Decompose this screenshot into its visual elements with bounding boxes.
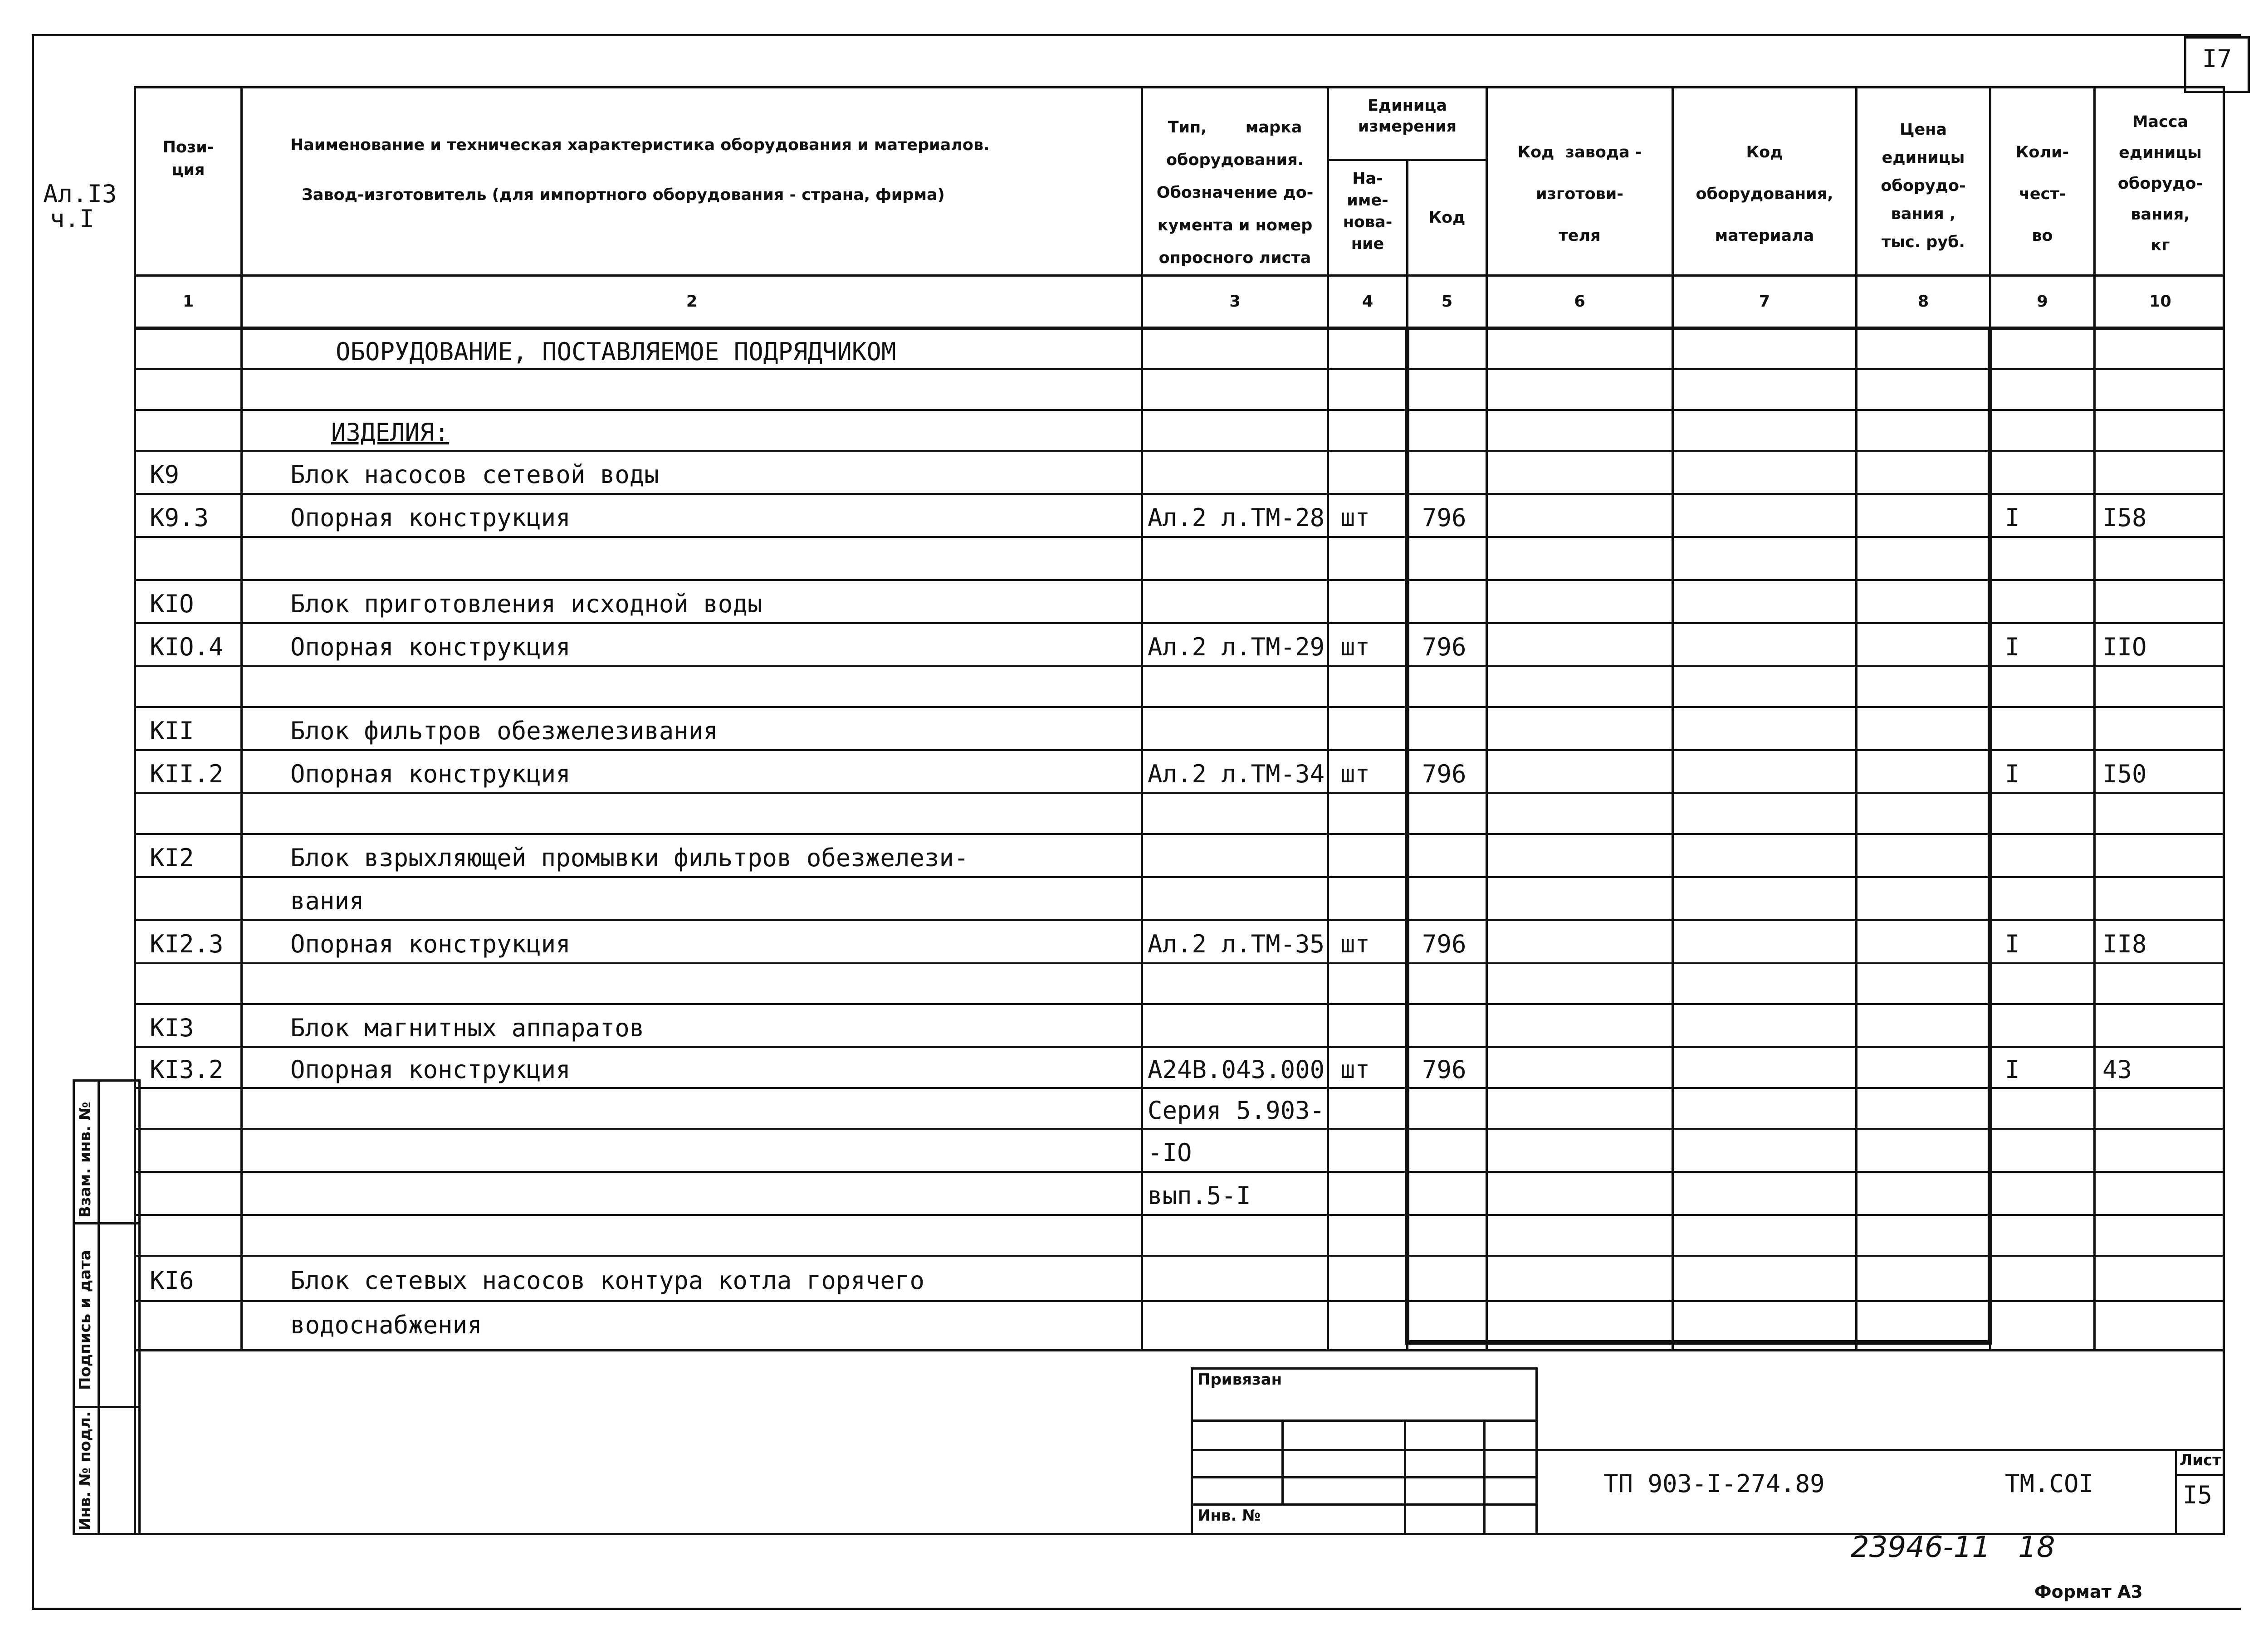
- cell-name: ИЗДЕЛИЯ:: [331, 418, 450, 447]
- side-stamp-div2: [73, 1406, 141, 1408]
- row-divider: [134, 792, 2225, 794]
- cell-code: 796: [1422, 759, 1466, 788]
- cell-name: Блок приготовления исходной воды: [290, 589, 763, 618]
- header-col2-line2: Завод-изготовитель (для импортного оборудования - страна, фирма): [302, 186, 945, 204]
- header-col5: Код: [1428, 209, 1466, 227]
- doc-code: ТП 903-I-274.89: [1603, 1469, 1825, 1498]
- cell-pos: КI3.2: [150, 1055, 224, 1084]
- col-number-2: 2: [686, 293, 698, 311]
- cell-pos: КII.2: [150, 759, 224, 788]
- sheet-box-left: [2175, 1449, 2177, 1535]
- row-divider: [134, 409, 2225, 411]
- sheet-label: Лист: [2180, 1451, 2221, 1469]
- cell-type: Ал.2 л.ТМ-35: [1148, 929, 1325, 958]
- side-stamp-podpis: Подпись и дата: [76, 1250, 94, 1390]
- side-stamp-inv-podl: Инв. № подл.: [76, 1411, 94, 1531]
- album-ref-line2: ч.I: [50, 205, 94, 233]
- cell-type: Ал.2 л.ТМ-34: [1148, 759, 1325, 788]
- row-divider: [134, 622, 2225, 624]
- row-divider: [134, 1214, 2225, 1216]
- col-number-9: 9: [2037, 293, 2048, 311]
- outer-left-border: [32, 34, 34, 1610]
- header-col4: На- име- нова- ние: [1343, 170, 1393, 253]
- cell-qty: I: [2005, 632, 2020, 661]
- cell-type: Ал.2 л.ТМ-29: [1148, 632, 1325, 661]
- row-divider: [134, 1003, 2225, 1005]
- privyazan-label: Привязан: [1198, 1371, 1282, 1389]
- side-stamp-vzam: Взам. инв. №: [76, 1102, 94, 1218]
- cell-name: водоснабжения: [290, 1310, 482, 1339]
- privyazan-col3: [1483, 1419, 1486, 1535]
- row-divider: [134, 579, 2225, 581]
- title-block-right: [2223, 1351, 2225, 1535]
- row-divider: [134, 536, 2225, 538]
- cell-name: Блок сетевых насосов контура котла горячего: [290, 1266, 924, 1295]
- thick-line-b: [1988, 329, 1992, 1345]
- cell-name: Опорная конструкция: [290, 632, 571, 661]
- cell-mass: IIО: [2102, 632, 2147, 661]
- cell-name: ОБОРУДОВАНИЕ, ПОСТАВЛЯЕМОЕ ПОДРЯДЧИКОМ: [336, 337, 896, 366]
- privyazan-row4: [1191, 1503, 1538, 1506]
- header-col8: Цена единицы оборудо- вания , тыс. руб.: [1881, 121, 1966, 251]
- col-number-5: 5: [1441, 293, 1453, 311]
- row-divider: [134, 450, 2225, 452]
- header-col9: Коли- чест- во: [2015, 143, 2069, 245]
- cell-pos: КIО.4: [150, 632, 224, 661]
- row-divider: [134, 1128, 2225, 1130]
- corner-sheet-number: I7: [2202, 44, 2232, 73]
- header-col3: Тип, марка оборудования. Обозначение до- кумента и номер опросного листа: [1156, 118, 1314, 267]
- col-number-6: 6: [1574, 293, 1585, 311]
- thick-line-a: [1405, 329, 1409, 1345]
- col-number-1: 1: [182, 293, 194, 311]
- header-col7: Код оборудования, материала: [1696, 143, 1833, 245]
- row-divider: [134, 1087, 2225, 1089]
- cell-name: Опорная конструкция: [290, 929, 571, 958]
- title-main-top: [1538, 1449, 2225, 1451]
- cell-unit: шт: [1340, 759, 1370, 788]
- side-stamp-inner-line: [98, 1079, 100, 1535]
- cell-name: Блок насосов сетевой воды: [290, 460, 659, 489]
- cell-code: 796: [1422, 632, 1466, 661]
- header-col2-line1: Наименование и техническая характеристика оборудования и материалов.: [290, 136, 990, 154]
- cell-pos: К9: [150, 460, 180, 489]
- cell-name: вания: [290, 886, 364, 915]
- cell-name: Опорная конструкция: [290, 1055, 571, 1084]
- privyazan-row2: [1191, 1449, 1538, 1451]
- row-divider: [134, 706, 2225, 708]
- cell-qty: I: [2005, 1055, 2020, 1084]
- cell-qty: I: [2005, 759, 2020, 788]
- cell-pos: КIО: [150, 589, 194, 618]
- format-label: Формат А3: [2034, 1582, 2143, 1602]
- row-divider: [134, 493, 2225, 495]
- cell-name: Блок взрыхляющей промывки фильтров обезжелези-: [290, 843, 969, 872]
- header-unit-group: Единица измерения: [1358, 97, 1457, 136]
- row-divider: [134, 749, 2225, 751]
- row-divider: [134, 368, 2225, 370]
- cell-qty: I: [2005, 929, 2020, 958]
- cell-name: Блок магнитных аппаратов: [290, 1013, 645, 1042]
- col-number-3: 3: [1229, 293, 1241, 311]
- row-divider: [134, 962, 2225, 964]
- row-divider: [134, 919, 2225, 921]
- cell-unit: шт: [1340, 503, 1370, 532]
- doc-mark: ТМ.СОI: [2005, 1469, 2094, 1498]
- side-stamp-div1: [73, 1222, 141, 1224]
- privyazan-col1: [1281, 1419, 1284, 1503]
- cell-pos: КI3: [150, 1013, 194, 1042]
- cell-pos: К9.3: [150, 503, 209, 532]
- cell-mass: I50: [2102, 759, 2147, 788]
- cell-pos: КI2.3: [150, 929, 224, 958]
- cell-code: 796: [1422, 503, 1466, 532]
- col-number-7: 7: [1759, 293, 1770, 311]
- header-col10: Масса единицы оборудо- вания, кг: [2117, 113, 2203, 254]
- outer-top-border: [32, 34, 2241, 36]
- row-divider: [134, 876, 2225, 878]
- cell-type: Ал.2 л.ТМ-28: [1148, 503, 1325, 532]
- sheet-number: I5: [2183, 1481, 2213, 1509]
- cell-type: -IО: [1148, 1138, 1192, 1167]
- header-col6: Код завода - изготови- теля: [1517, 143, 1642, 245]
- outer-bottom-border: [32, 1608, 2241, 1610]
- col-number-8: 8: [1917, 293, 1929, 311]
- cell-qty: I: [2005, 503, 2020, 532]
- row-divider: [134, 1255, 2225, 1257]
- row-divider: [134, 1046, 2225, 1048]
- cell-code: 796: [1422, 1055, 1466, 1084]
- unit-group-divider: [1327, 159, 1486, 161]
- cell-type: вып.5-I: [1148, 1181, 1251, 1210]
- inv-no-label: Инв. №: [1198, 1507, 1261, 1525]
- privyazan-row3: [1191, 1476, 1538, 1478]
- cell-mass: I58: [2102, 503, 2147, 532]
- sheet-box-divider: [2175, 1474, 2225, 1476]
- row-divider: [134, 1171, 2225, 1173]
- cell-unit: шт: [1340, 632, 1370, 661]
- row-divider: [134, 665, 2225, 667]
- col-number-4: 4: [1362, 293, 1374, 311]
- cell-pos: КII: [150, 716, 194, 745]
- row-divider: [134, 833, 2225, 835]
- privyazan-col2: [1404, 1419, 1406, 1535]
- cell-name: Блок фильтров обезжелезивания: [290, 716, 718, 745]
- title-block-left: [134, 1351, 136, 1535]
- cell-mass: 43: [2102, 1055, 2132, 1084]
- cell-unit: шт: [1340, 1055, 1370, 1084]
- cell-pos: КI6: [150, 1266, 194, 1295]
- handwritten-archive-number: 23946-11 18: [1851, 1531, 2055, 1564]
- cell-name: Опорная конструкция: [290, 759, 571, 788]
- cell-code: 796: [1422, 929, 1466, 958]
- header-col1: Пози- ция: [162, 138, 214, 179]
- row-divider: [134, 1300, 2225, 1302]
- privyazan-row1: [1191, 1419, 1538, 1422]
- cell-unit: шт: [1340, 929, 1370, 958]
- cell-mass: II8: [2102, 929, 2147, 958]
- cell-name: Опорная конструкция: [290, 503, 571, 532]
- col-number-10: 10: [2149, 293, 2171, 311]
- numbers-bottom-line: [134, 327, 2225, 330]
- cell-type: А24В.043.000: [1148, 1055, 1325, 1084]
- cell-pos: КI2: [150, 843, 194, 872]
- thick-line-bottom: [1405, 1340, 1992, 1345]
- cell-type: Серия 5.903-: [1148, 1096, 1325, 1125]
- header-bottom-line: [134, 274, 2225, 277]
- album-ref-line1: Ал.I3: [43, 180, 117, 208]
